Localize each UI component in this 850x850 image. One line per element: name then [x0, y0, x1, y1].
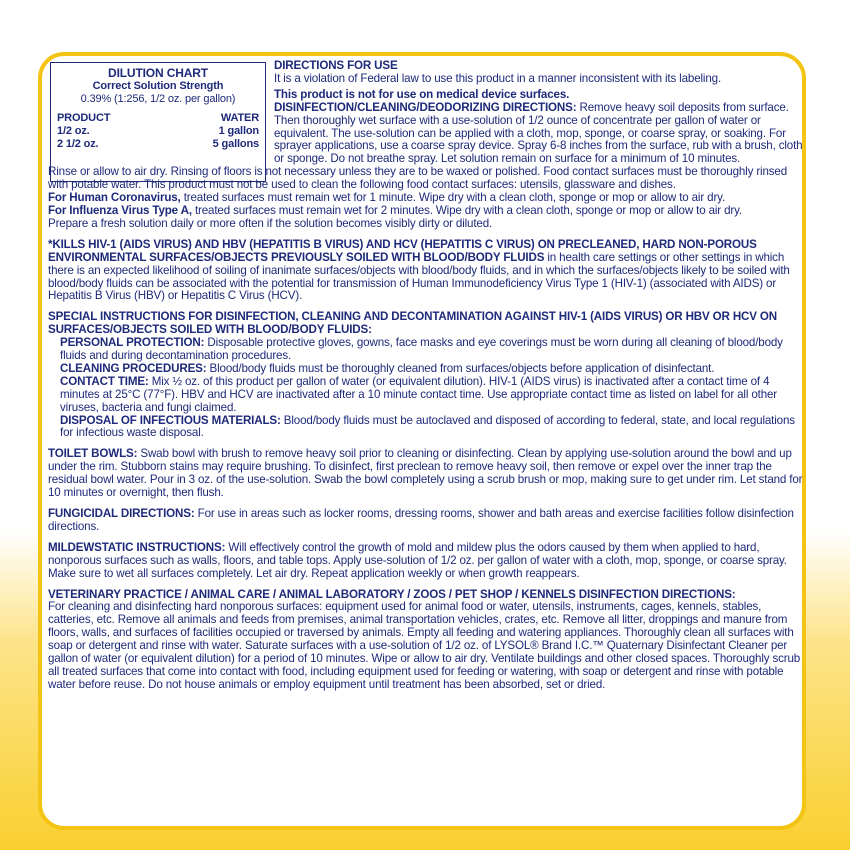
influenza-text: treated surfaces must remain wet for 2 minutes. Wipe dry with a clean cloth, sponge or mop or allow to air dry.: [191, 203, 742, 217]
top-section: [48, 56, 803, 166]
special-instructions-heading: SPECIAL INSTRUCTIONS FOR DISINFECTION, CLEANING AND DECONTAMINATION AGAINST HIV-1 (AIDS VIRUS) OR HBV OR HCV ON SURFACES/OBJECTS SOILED WITH BLOOD/BODY FLUIDS:: [48, 310, 778, 337]
dilution-product: 1/2 oz.: [57, 125, 90, 137]
fungicidal-label: FUNGICIDAL DIRECTIONS:: [48, 507, 195, 520]
special-item-label: PERSONAL PROTECTION:: [60, 336, 205, 350]
dilution-col-product: PRODUCT: [57, 112, 111, 124]
dilution-row: [57, 125, 259, 138]
dilution-chart-header: [57, 112, 259, 125]
special-item: [60, 337, 803, 363]
veterinary-text: For cleaning and disinfecting hard nonporous surfaces: equipment used for animal food or water, utensils, instruments, cages, kennels, stables, catteries, etc. Remove all animals and feeds from premises, animal transportation vehicles, crates, etc. Remove all litter, droppings and manure from floors, walls, and surfaces of facilities occupied or traversed by animals. Empty all feeding and watering appliances. Thoroughly clean all surfaces with soap or detergent and rinse with water. Saturate surfaces with a use-solution of 1/2 oz. of LYSOL® Brand I.C.™ Quaternary Disinfectant Cleaner per gallon of water (or equivalent dilution) for a period of 10 minutes. Wipe or allow to air dry. Ventilate buildings and other closed spaces. Thoroughly scrub all treated surfaces that come into contact with food, including equipment used for feeding or watering, with soap or detergent and rinse with potable water before reuse. Do not house animals or employ equipment until treatment has been absorbed, set or dried.: [48, 600, 801, 691]
dilution-row: [57, 138, 259, 151]
fresh-solution-text: Prepare a fresh solution daily or more often if the solution becomes visibly dirty or diluted.: [48, 216, 493, 230]
special-item-text: Disposable protective gloves, gowns, face masks and eye coverings must be worn during all cleaning of blood/body fluids and during decontamination procedures.: [60, 336, 783, 363]
toilet-bowls-text: Swab bowl with brush to remove heavy soil prior to cleaning or disinfecting. Clean by applying use-solution around the bowl and up under the rim. Stubborn stains may require brushing. To disinfect, first preclean to remove heavy soil, then remove or expel over the inner trap the residual bowl water. Pour in 3 oz. of the use-solution. Swab the bowl completely using a scrub brush or mop, making sure to get under rim. Let stand for 10 minutes or overnight, then flush.: [48, 447, 803, 500]
veterinary-heading: VETERINARY PRACTICE / ANIMAL CARE / ANIMAL LABORATORY / ZOOS / PET SHOP / KENNELS DISINFECTION DIRECTIONS:: [48, 587, 736, 601]
special-item: [60, 376, 803, 415]
not-medical-text: This product is not for use on medical device surfaces.: [274, 87, 570, 101]
special-item-label: CONTACT TIME:: [60, 374, 149, 388]
directions-column: [274, 56, 803, 166]
hiv-text: in health care settings or other settings in which there is an expected likelihood of soiling of inanimate surfaces/objects with blood/body fluids, and in which the surfaces/objects likely to be soiled with blood/body fluids can be associated with the potential for transmission of Human Immunodeficiency Virus Type 1 (HIV-1) (associated with AIDS) or Hepatitis B Virus (HBV) or Hepatitis C Virus (HCV).: [48, 250, 790, 303]
special-item-text: Mix ½ oz. of this product per gallon of water (or equivalent dilution). HIV-1 (AIDS virus) is inactivated after a contact time of 4 minutes at 25°C (77°F). HBV and HCV are inactivated after a 10 minute contact time. Use appropriate contact time as listed on label for all other viruses, bacteria and fungi claimed.: [60, 374, 778, 414]
federal-law-text: It is a violation of Federal law to use this product in a manner inconsistent with its labeling.: [274, 71, 722, 85]
influenza-label: For Influenza Virus Type A,: [48, 203, 192, 217]
label-content: [48, 56, 803, 692]
directions-heading: DIRECTIONS FOR USE: [274, 59, 398, 72]
mildewstatic-label: MILDEWSTATIC INSTRUCTIONS:: [48, 540, 226, 554]
special-item-text: Blood/body fluids must be autoclaved and disposed of according to federal, state, and local regulations for infectious waste disposal.: [60, 413, 795, 440]
special-instructions-list: [48, 337, 803, 440]
special-item-label: DISPOSAL OF INFECTIOUS MATERIALS:: [60, 413, 281, 427]
disinfection-paragraph: [274, 102, 803, 167]
coronavirus-text: treated surfaces must remain wet for 1 minute. Wipe dry with a clean cloth, sponge or mop or allow to air dry.: [180, 191, 726, 205]
influenza-paragraph: [48, 205, 803, 218]
rinse-text: Rinse or allow to air dry. Rinsing of floors is not necessary unless they are to be waxed or polished. Food contact surfaces must be thoroughly rinsed with potable water. This product must not be used to clean the following food contact surfaces: utensils, glassware and dishes.: [48, 165, 787, 192]
coronavirus-label: For Human Coronavirus,: [48, 191, 181, 205]
fungicidal-text: For use in areas such as locker rooms, dressing rooms, shower and bath areas and exercise facilities follow disinfection directions.: [48, 507, 794, 533]
hiv-heading: *KILLS HIV-1 (AIDS VIRUS) AND HBV (HEPATITIS B VIRUS) AND HCV (HEPATITIS C VIRUS) ON PRECLEANED, HARD NON-POROUS ENVIRONMENTAL SURFACES/OBJECTS PREVIOUSLY SOILED WITH BLOOD/BODY FLUIDS: [48, 237, 757, 264]
toilet-bowls-label: TOILET BOWLS:: [48, 447, 138, 461]
disinfection-text: Remove heavy soil deposits from surface. Then thoroughly wet surface with a use-solution of 1/2 ounce of concentrate per gallon of water or equivalent. The use-solution can be applied with a cloth, mop, sponge, or coarse spray, or soaking. For sprayer applications, use a coarse spray device. Spray 6-8 inches from the surface, rub with a brush, cloth or sponge. Do not breathe spray. Let solution remain on surface for a minimum of 10 minutes.: [274, 100, 803, 166]
mildewstatic-text: Will effectively control the growth of mold and mildew plus the odors caused by them when applied to hard, nonporous surfaces such as walls, floors, and table tops. Apply use-solution of 1/2 oz. per gallon of water with a cloth, mop, sponge, or coarse spray. Make sure to wet all surfaces completely. Let air dry. Repeat application weekly or when growth reappears.: [48, 540, 787, 580]
mildewstatic-paragraph: [48, 542, 803, 581]
special-item-text: Blood/body fluids must be thoroughly cleaned from surfaces/objects before application of disinfectant.: [206, 361, 715, 375]
dilution-water: 1 gallon: [218, 125, 259, 137]
special-item-label: CLEANING PROCEDURES:: [60, 361, 207, 375]
dilution-chart-ratio: 0.39% (1:256, 1/2 oz. per gallon): [80, 93, 236, 105]
dilution-chart-subtitle: Correct Solution Strength: [92, 80, 224, 92]
disinfection-heading: DISINFECTION/CLEANING/DEODORIZING DIRECTIONS:: [274, 100, 577, 114]
special-item: [60, 415, 803, 441]
dilution-chart: [50, 62, 266, 182]
hiv-paragraph: [48, 239, 803, 304]
fungicidal-paragraph: [48, 508, 803, 534]
dilution-product: 2 1/2 oz.: [57, 138, 99, 150]
dilution-water: 5 gallons: [212, 138, 259, 150]
dilution-chart-title: DILUTION CHART: [108, 66, 208, 80]
toilet-bowls-paragraph: [48, 448, 803, 500]
dilution-col-water: WATER: [220, 112, 259, 124]
